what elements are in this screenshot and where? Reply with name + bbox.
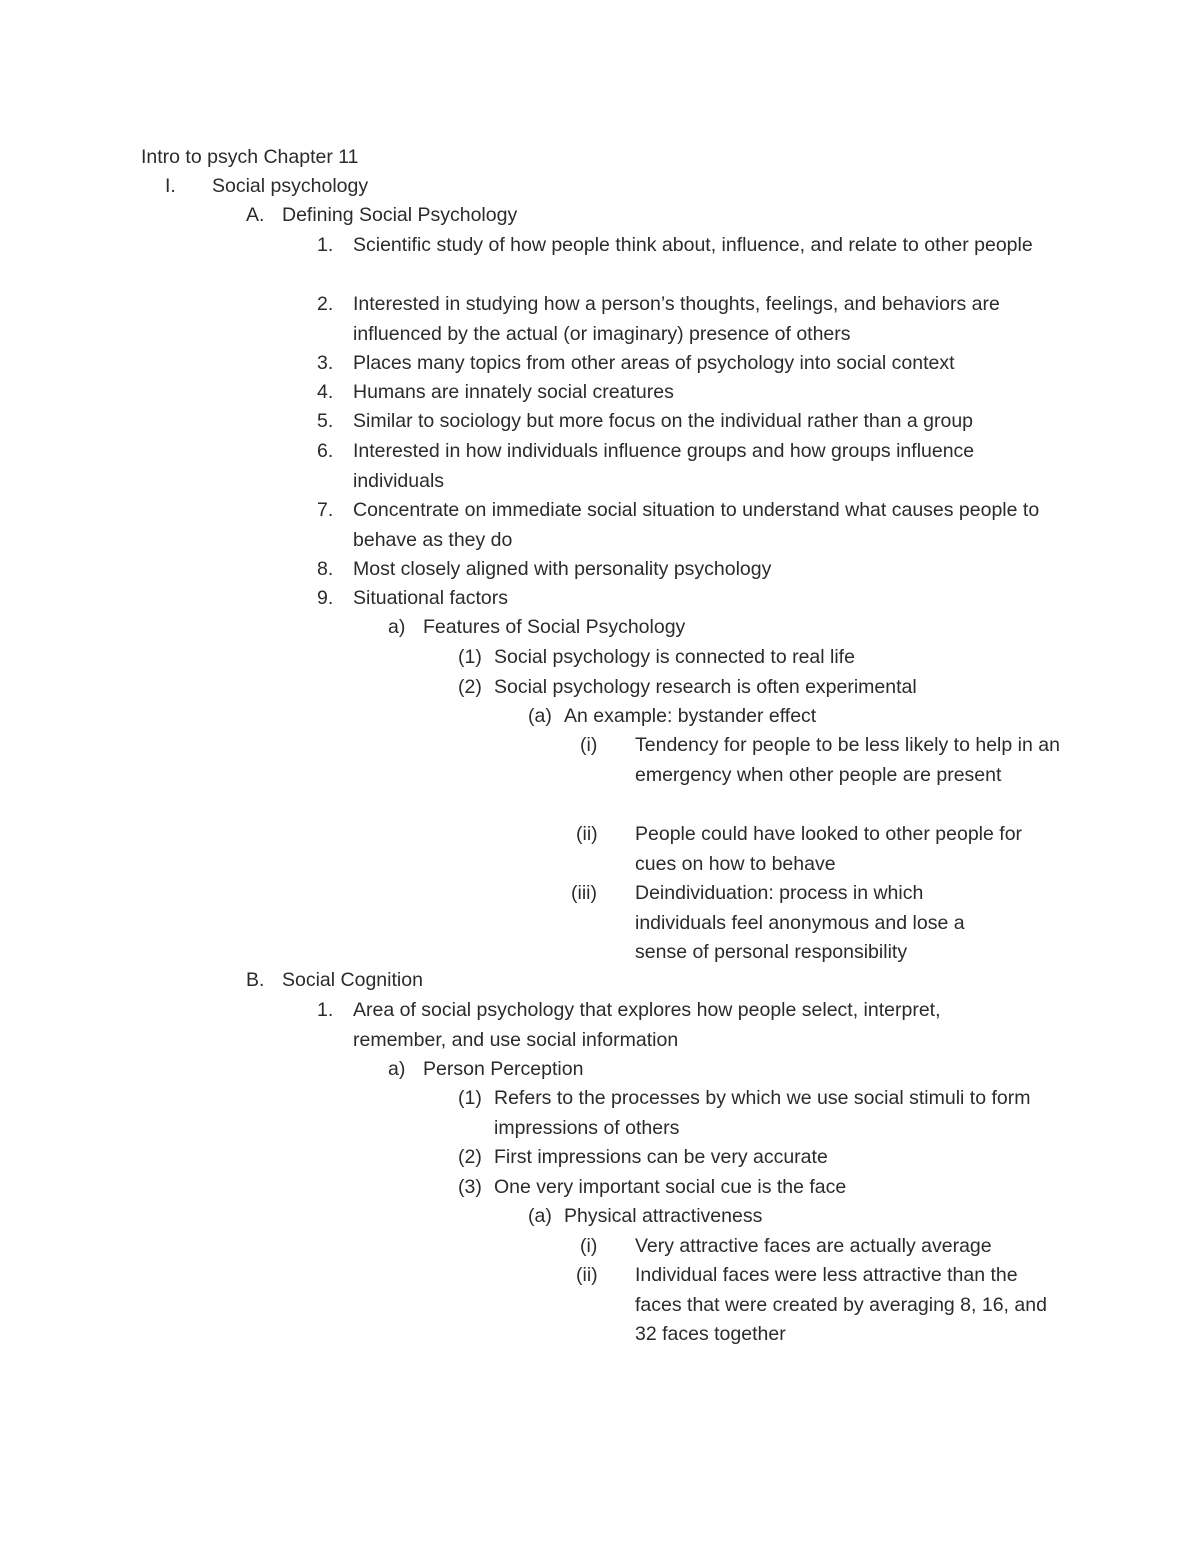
list-item-text: Social Cognition <box>282 969 423 991</box>
list-item-text: Situational factors <box>353 587 509 609</box>
list-marker: A. <box>246 204 265 226</box>
list-marker: 1. <box>317 234 334 256</box>
list-marker: a) <box>388 1058 406 1080</box>
list-marker: 3. <box>317 352 334 374</box>
list-item-text: Person Perception <box>423 1058 584 1080</box>
list-item-text: Interested in studying how a person’s thoughts, feelings, and behaviors are influenced by the actual (or imaginary) presence of others <box>353 293 1000 345</box>
list-marker: (a) <box>528 705 552 727</box>
list-marker: 6. <box>317 440 334 462</box>
list-item-text: Individual faces were less attractive than the faces that were created by averaging 8, 16, and 32 faces together <box>635 1264 1047 1345</box>
list-marker: (i) <box>580 1235 598 1257</box>
list-item-text: Deindividuation: process in which individuals feel anonymous and lose a sense of personal responsibility <box>635 882 965 963</box>
list-item-text: Area of social psychology that explores how people select, interpret, remember, and use social information <box>353 999 941 1051</box>
list-marker: (ii) <box>576 823 598 845</box>
list-item-text: First impressions can be very accurate <box>494 1146 828 1168</box>
list-marker: 7. <box>317 499 334 521</box>
list-item-text: One very important social cue is the face <box>494 1176 847 1198</box>
list-item-text: People could have looked to other people for cues on how to behave <box>635 823 1023 875</box>
list-item-text: Tendency for people to be less likely to help in an emergency when other people are present <box>635 734 1060 786</box>
list-marker: 2. <box>317 293 334 315</box>
list-marker: (a) <box>528 1205 552 1227</box>
list-marker: (1) <box>458 1087 482 1109</box>
list-item-text: Physical attractiveness <box>564 1205 763 1227</box>
list-marker: 4. <box>317 381 334 403</box>
list-item-text: Social psychology <box>212 175 369 197</box>
list-item-text: Features of Social Psychology <box>423 616 686 638</box>
list-marker: (2) <box>458 676 482 698</box>
list-marker: 1. <box>317 999 334 1021</box>
list-marker: 8. <box>317 558 334 580</box>
list-item-text: Interested in how individuals influence groups and how groups influence individuals <box>353 440 975 492</box>
list-item-text: Scientific study of how people think about, influence, and relate to other people <box>353 234 1033 256</box>
list-marker: I. <box>165 175 176 197</box>
list-item-text: Refers to the processes by which we use social stimuli to form impressions of others <box>494 1087 1031 1139</box>
document-title: Intro to psych Chapter 11 <box>141 146 359 168</box>
list-item-text: An example: bystander effect <box>564 705 817 727</box>
list-item-text: Social psychology is connected to real life <box>494 646 855 668</box>
list-marker: (3) <box>458 1176 482 1198</box>
list-marker: (1) <box>458 646 482 668</box>
list-marker: a) <box>388 616 406 638</box>
list-item-text: Similar to sociology but more focus on the individual rather than a group <box>353 410 974 432</box>
list-item-text: Concentrate on immediate social situation to understand what causes people to behave as they do <box>353 499 1040 551</box>
list-item-text: Most closely aligned with personality psychology <box>353 558 772 580</box>
list-marker: 9. <box>317 587 334 609</box>
list-marker: 5. <box>317 410 334 432</box>
list-item-text: Very attractive faces are actually average <box>635 1235 992 1257</box>
list-item-text: Social psychology research is often experimental <box>494 676 917 698</box>
list-item-text: Places many topics from other areas of psychology into social context <box>353 352 955 374</box>
list-marker: (i) <box>580 734 598 756</box>
list-marker: (ii) <box>576 1264 598 1286</box>
list-marker: (iii) <box>571 882 597 904</box>
list-item-text: Defining Social Psychology <box>282 204 518 226</box>
list-marker: (2) <box>458 1146 482 1168</box>
list-marker: B. <box>246 969 265 991</box>
list-item-text: Humans are innately social creatures <box>353 381 674 403</box>
